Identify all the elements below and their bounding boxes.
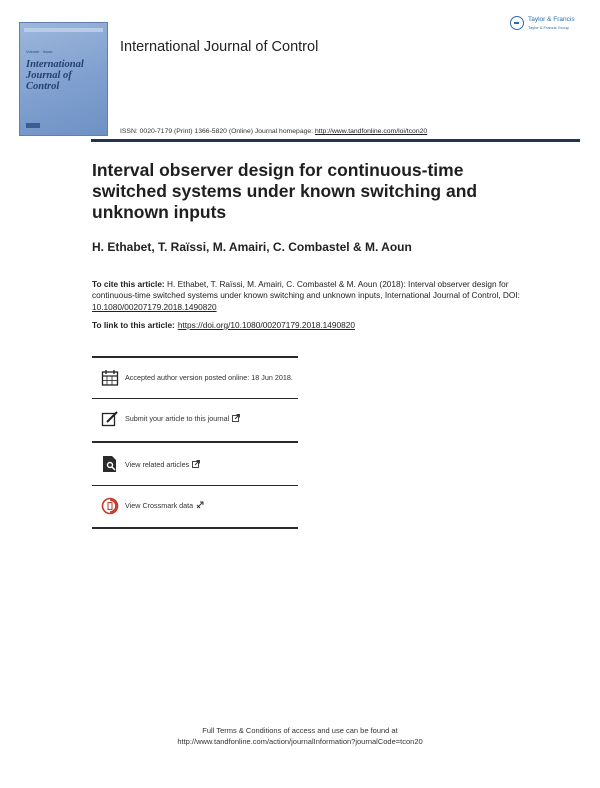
crossmark-text: View Crossmark data <box>125 501 194 510</box>
cite-label: To cite this article: <box>92 279 165 289</box>
footer <box>0 725 600 747</box>
cover-small-text: Volume · Issue <box>26 49 53 54</box>
article-link-line <box>92 320 355 330</box>
publisher-logo-icon <box>510 16 524 30</box>
article-authors: H. Ethabet, T. Raïssi, M. Amairi, C. Combastel & M. Aoun <box>92 240 412 254</box>
article-doi-url[interactable]: https://doi.org/10.1080/00207179.2018.1490820 <box>177 320 355 330</box>
calendar-icon <box>101 369 119 387</box>
external-link-icon <box>192 460 200 468</box>
related-articles-icon <box>101 455 119 473</box>
issn-text: ISSN: 0020-7179 (Print) 1366-5820 (Online) Journal homepage: <box>120 128 315 135</box>
publisher-logo-tagline: Taylor & Francis Group <box>528 25 569 30</box>
related-articles-label <box>125 460 293 470</box>
accepted-version-item <box>92 358 298 398</box>
accepted-version-text: Accepted author version posted online: 18 Jun 2018. <box>125 372 293 382</box>
footer-terms-link[interactable]: http://www.tandfonline.com/action/journalInformation?journalCode=tcon20 <box>177 737 423 746</box>
external-link-icon <box>232 414 240 422</box>
cite-text: H. Ethabet, T. Raïssi, M. Amairi, C. Combastel & M. Aoun (2018): Interval observer design for continuous-time switched systems under known switching and unknown inputs, International Journal of Control, DOI: <box>92 279 520 301</box>
related-articles-text: View related articles <box>125 459 190 469</box>
panel-divider <box>92 527 298 529</box>
publisher-logo[interactable] <box>510 16 575 31</box>
crossmark-icon <box>101 497 119 515</box>
publisher-logo-name: Taylor & Francis <box>528 16 575 23</box>
cover-top-strip <box>24 28 103 32</box>
journal-name[interactable]: International Journal of Control <box>120 39 319 55</box>
cover-publisher-mark <box>26 123 40 128</box>
link-label: To link to this article: <box>92 320 175 330</box>
crossmark-external-icon <box>196 501 204 509</box>
article-title: Interval observer design for continuous-time switched systems under known switching and unknown inputs <box>92 160 478 222</box>
citation-block <box>92 279 532 313</box>
crossmark-item[interactable] <box>92 486 298 527</box>
crossmark-label <box>125 501 293 511</box>
related-articles-item[interactable] <box>92 443 298 485</box>
submit-article-label <box>125 414 293 424</box>
header-rule <box>91 139 580 142</box>
article-actions-panel <box>92 356 298 529</box>
journal-homepage-link[interactable]: http://www.tandfonline.com/loi/tcon20 <box>314 128 428 135</box>
footer-terms-text: Full Terms & Conditions of access and use can be found at <box>202 726 398 735</box>
journal-cover-image <box>19 22 108 136</box>
submit-article-text: Submit your article to this journal <box>125 414 230 423</box>
doi-link[interactable]: 10.1080/00207179.2018.1490820 <box>92 301 217 312</box>
submit-article-item[interactable] <box>92 399 298 441</box>
edit-icon <box>101 410 119 428</box>
cover-title: International Journal of Control <box>26 59 84 92</box>
issn-line <box>120 128 427 135</box>
